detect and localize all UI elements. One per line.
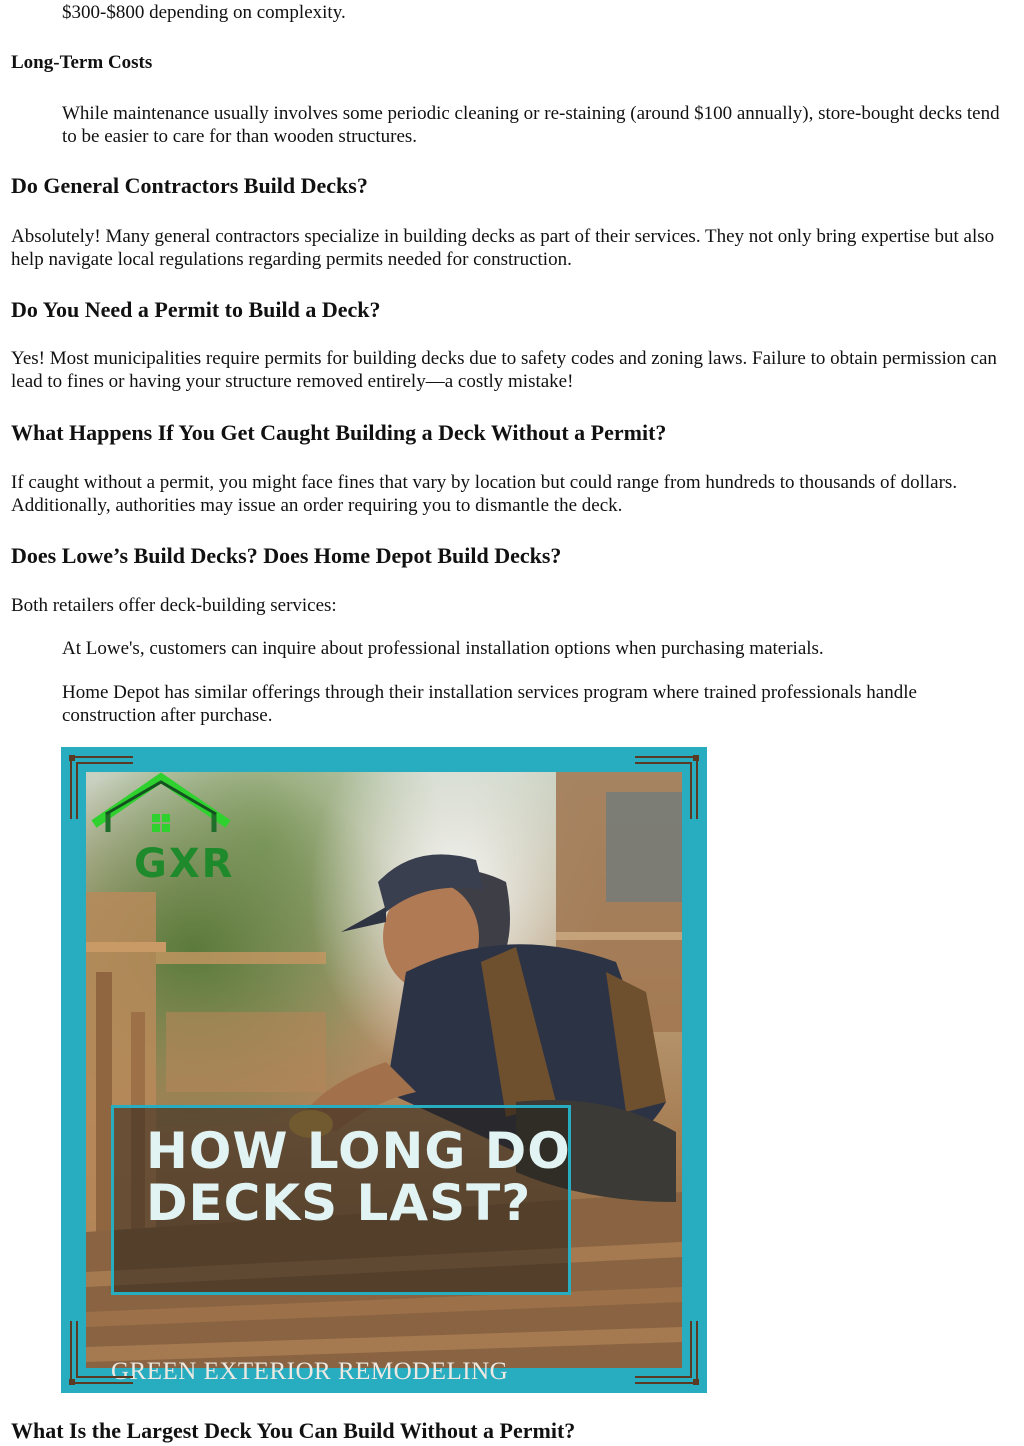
brand-footer-text: GREEN EXTERIOR REMODELING [111,1358,509,1385]
price-range-text: $300-$800 depending on complexity. [62,2,346,23]
long-term-costs-paragraph: While maintenance usually involves some periodic cleaning or re-staining (around $100 annually), store-bought decks tend to be easier to care for than wooden structures. [62,103,1000,147]
retailer-item-home-depot: Home Depot has similar offerings through their installation services program where trained professionals handle construction after purchase. [62,682,917,726]
headline-line-1: HOW LONG DO [146,1122,571,1180]
deck-builder-photo [86,772,682,1385]
logo-text: GXR [134,841,235,887]
frame-corner-top-left-icon [67,753,137,823]
section-heading-retailers: Does Lowe’s Build Decks? Does Home Depot Build Decks? [11,543,562,568]
retailer-item-lowes: At Lowe's, customers can inquire about professional installation options when purchasing materials. [62,638,824,659]
section-heading-permit: Do You Need a Permit to Build a Deck? [11,297,381,322]
section-heading-contractors: Do General Contractors Build Decks? [11,173,368,198]
section-paragraph-permit: Yes! Most municipalities require permits for building decks due to safety codes and zoning laws. Failure to obtain permission can lead to fines or having your structure removed entirely—a costly mistake! [11,348,997,392]
section-heading-largest-deck: What Is the Largest Deck You Can Build Without a Permit? [11,1418,576,1443]
frame-corner-bottom-left-icon [67,1317,137,1387]
frame-corner-top-right-icon [631,753,701,823]
section-paragraph-retailers: Both retailers offer deck-building services: [11,595,337,616]
long-term-costs-heading: Long-Term Costs [11,52,153,73]
headline-line-2: DECKS LAST? [146,1174,532,1232]
section-paragraph-caught: If caught without a permit, you might face fines that vary by location but could range from hundreds to thousands of dollars. Additionally, authorities may issue an order requiring you to dismantle the deck. [11,472,958,516]
frame-corner-bottom-right-icon [631,1317,701,1387]
section-heading-caught: What Happens If You Get Caught Building a Deck Without a Permit? [11,420,667,445]
section-paragraph-contractors: Absolutely! Many general contractors specialize in building decks as part of their services. They not only bring expertise but also help navigate local regulations regarding permits needed for construction. [11,226,995,270]
promo-image [61,747,707,1393]
